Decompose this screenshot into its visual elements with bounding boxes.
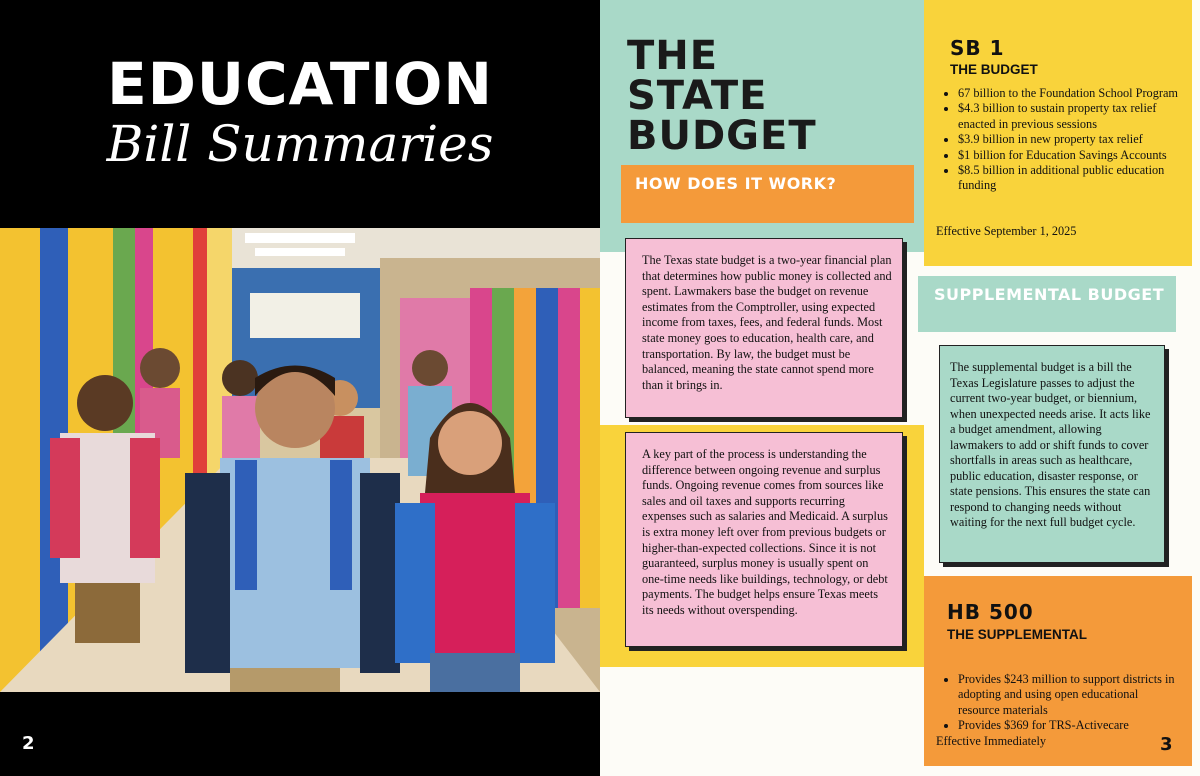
hb500-list — [936, 672, 1176, 734]
list-item: • $1 billion for Education Savings Accounts — [958, 148, 1184, 163]
page-number-left: 2 — [22, 733, 35, 754]
students-hallway-photo — [0, 228, 600, 692]
title-line-budget: BUDGET — [627, 113, 817, 159]
supplemental-budget-label: SUPPLEMENTAL BUDGET — [934, 285, 1165, 304]
sb1-list — [936, 86, 1184, 194]
hb500-effective-date: Effective Immediately — [936, 734, 1047, 748]
sb1-subtitle: THE BUDGET — [950, 62, 1038, 77]
title-education: EDUCATION — [107, 50, 493, 118]
list-item: • $4.3 billion to sustain property tax relief enacted in previous sessions — [958, 101, 1184, 132]
title-line-the: THE — [627, 33, 719, 79]
supplemental-budget-text: The supplemental budget is a bill the Texas Legislature passes to adjust the current two-year budget, or biennium, when unexpected needs arise. It acts like a budget amendment, allowing lawmakers to add or shift funds to cover shortfalls in areas such as healthcare, public education, disaster response, or state pensions. This ensures the state can respond to changing needs without waiting for the next full budget cycle. — [950, 360, 1151, 529]
list-item: • $3.9 billion in new property tax relief — [958, 132, 1184, 147]
title-line-state: STATE — [627, 73, 768, 119]
revenue-surplus-card — [625, 432, 903, 647]
revenue-surplus-text: A key part of the process is understanding the difference between ongoing revenue and surplus funds. Ongoing revenue comes from sources like sales and oil taxes and supports recurring expenses such as salaries and Medicaid. A surplus is extra money left over from previous budgets or higher-than-expected collections. Since it is not guaranteed, surplus money is usually spent on one-time needs like buildings, technology, or debt payments. The budget helps ensure Texas meets its needs without overspending. — [642, 447, 888, 617]
state-budget-title — [627, 33, 907, 159]
page-number-right: 3 — [1160, 734, 1173, 755]
budget-overview-card — [625, 238, 903, 418]
hb500-subtitle: THE SUPPLEMENTAL — [947, 627, 1088, 642]
how-does-it-work-label: HOW DOES IT WORK? — [635, 174, 837, 193]
title-bill-summaries: Bill Summaries — [106, 115, 494, 173]
left-title — [0, 52, 600, 174]
sb1-title: SB 1 — [950, 36, 1005, 60]
sb1-effective-date: Effective September 1, 2025 — [936, 224, 1077, 238]
list-item: • 67 billion to the Foundation School Program — [958, 86, 1184, 101]
supplemental-budget-card — [939, 345, 1165, 563]
list-item: • $8.5 billion in additional public education funding — [958, 163, 1184, 194]
students-hallway-illustration — [0, 228, 600, 692]
hb500-title: HB 500 — [947, 600, 1034, 624]
list-item: • Provides $369 for TRS-Activecare — [958, 718, 1176, 733]
list-item: • Provides $243 million to support districts in adopting and using open educational resource materials — [958, 672, 1176, 718]
budget-overview-text: The Texas state budget is a two-year financial plan that determines how public money is collected and spent. Lawmakers base the budget on revenue estimates from the Comptroller, using expected income from taxes, fees, and federal funds. Most state money goes to education, health care, and transportation. By law, the budget must be balanced, meaning the state cannot spend more than it brings in. — [642, 253, 892, 392]
